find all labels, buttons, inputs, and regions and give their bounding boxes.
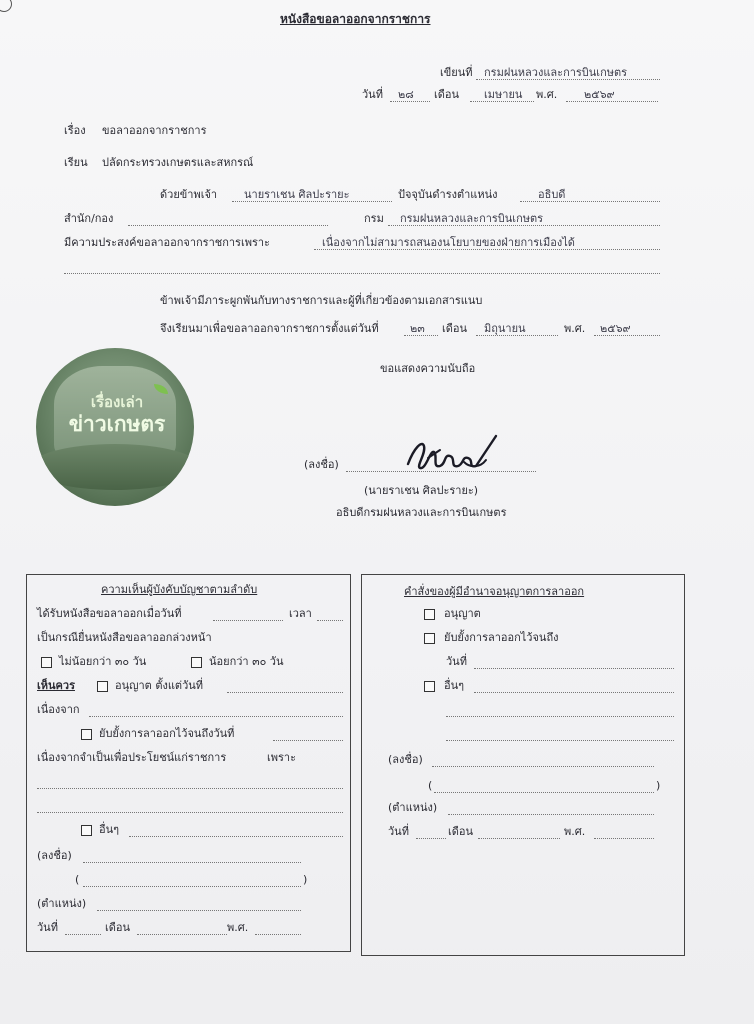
approve-label: อนุญาต ตั้งแต่วันที่ xyxy=(115,679,204,692)
others-label: อื่นๆ xyxy=(99,823,120,836)
left-position-line xyxy=(97,910,301,911)
right-month-line xyxy=(478,838,560,839)
para3-year-label: พ.ศ. xyxy=(564,322,586,335)
left-position-label: (ตำแหน่ง) xyxy=(37,897,87,910)
right-sign-line xyxy=(432,766,654,767)
sign-label: (ลงชื่อ) xyxy=(304,458,339,471)
logo-line-1: เรื่องเล่า xyxy=(90,393,144,411)
right-others-line-1 xyxy=(474,692,674,693)
date-month: เมษายน xyxy=(484,88,523,101)
right-position-label: (ตำแหน่ง) xyxy=(388,801,438,814)
subject: ขอลาออกจากราชการ xyxy=(102,124,207,137)
supervisor-opinion-box xyxy=(26,574,351,952)
right-others-line-3 xyxy=(446,740,674,741)
approve-checkbox[interactable] xyxy=(97,681,108,692)
date-year: ๒๕๖๙ xyxy=(584,88,615,101)
para3-year: ๒๕๖๙ xyxy=(600,322,631,335)
written-at-value: กรมฝนหลวงและการบินเกษตร xyxy=(484,66,628,79)
handwritten-signature xyxy=(400,428,504,476)
less-30-checkbox[interactable] xyxy=(191,657,202,668)
others-line xyxy=(129,836,343,837)
right-others-label: อื่นๆ xyxy=(444,679,465,692)
applicant-name: นายราเชน ศิลปะรายะ xyxy=(244,188,350,201)
line1-mid: ปัจจุบันดำรงตำแหน่ง xyxy=(398,188,498,201)
punch-hole-icon xyxy=(0,0,12,12)
year-label: พ.ศ. xyxy=(536,88,558,101)
left-month-line xyxy=(137,934,227,935)
left-date-label: วันที่ xyxy=(37,921,58,934)
necessity-line-2 xyxy=(37,812,343,813)
right-name-line xyxy=(434,792,654,793)
signer-title: อธิบดีกรมฝนหลวงและการบินเกษตร xyxy=(336,506,507,519)
right-postpone-date-line xyxy=(474,668,674,669)
month-label: เดือน xyxy=(434,88,460,101)
left-day-line xyxy=(65,934,101,935)
right-approve-checkbox[interactable] xyxy=(424,609,435,620)
not-less-30-label: ไม่น้อยกว่า ๓๐ วัน xyxy=(59,655,147,668)
right-date-label: วันที่ xyxy=(388,825,409,838)
right-paren-open: ( xyxy=(428,779,433,792)
authority-order-box xyxy=(361,574,685,956)
left-paren-close: ) xyxy=(303,873,308,886)
right-position-line xyxy=(448,814,654,815)
approve-date-line xyxy=(227,692,343,693)
necessity-line-1 xyxy=(37,788,343,789)
para3-prefix: จึงเรียนมาเพื่อขอลาออกจากราชการตั้งแต่วันที่ xyxy=(160,322,379,335)
left-box-title: ความเห็นผู้บังคับบัญชาตามลำดับ xyxy=(101,583,258,596)
right-day-line xyxy=(416,838,446,839)
to-label: เรียน xyxy=(64,156,88,169)
right-paren-close: ) xyxy=(656,779,661,792)
right-others-line-2 xyxy=(446,716,674,717)
right-year-line xyxy=(594,838,654,839)
right-postpone-label: ยับยั้งการลาออกไว้จนถึง xyxy=(444,631,559,644)
to-recipient: ปลัดกระทรวงเกษตรและสหกรณ์ xyxy=(102,156,254,169)
left-sign-label: (ลงชื่อ) xyxy=(37,849,72,862)
received-line xyxy=(213,620,283,621)
written-at-label: เขียนที่ xyxy=(440,66,473,79)
others-checkbox[interactable] xyxy=(81,825,92,836)
right-sign-label: (ลงชื่อ) xyxy=(388,753,423,766)
left-paren-open: ( xyxy=(75,873,80,886)
right-postpone-checkbox[interactable] xyxy=(424,633,435,644)
necessity-label: เนื่องจากจำเป็นเพื่อประโยชน์แก่ราชการ xyxy=(37,751,227,764)
opinion-label: เห็นควร xyxy=(37,679,75,692)
received-label: ได้รับหนังสือขอลาออกเมื่อวันที่ xyxy=(37,607,182,620)
left-year-line xyxy=(255,934,301,935)
left-year-label: พ.ศ. xyxy=(227,921,249,934)
para3-month: มิถุนายน xyxy=(484,322,526,335)
right-others-checkbox[interactable] xyxy=(424,681,435,692)
news-logo-image xyxy=(36,348,194,506)
date-label: วันที่ xyxy=(362,88,383,101)
left-month-label: เดือน xyxy=(105,921,131,934)
time-line xyxy=(317,620,343,621)
right-approve-label: อนุญาต xyxy=(444,607,481,620)
reason-prefix: มีความประสงค์ขอลาออกจากราชการเพราะ xyxy=(64,236,270,249)
less-30-label: น้อยกว่า ๓๐ วัน xyxy=(209,655,284,668)
because-line xyxy=(89,716,343,717)
subject-label: เรื่อง xyxy=(64,124,86,137)
para3-month-label: เดือน xyxy=(442,322,468,335)
signer-name: (นายราเชน ศิลปะรายะ) xyxy=(364,484,479,497)
postpone-label: ยับยั้งการลาออกไว้จนถึงวันที่ xyxy=(99,727,235,740)
because-label: เนื่องจาก xyxy=(37,703,80,716)
line1-prefix: ด้วยข้าพเจ้า xyxy=(160,188,218,201)
office-line xyxy=(128,225,328,226)
time-label: เวลา xyxy=(289,607,312,620)
office-label: สำนัก/กอง xyxy=(64,212,114,225)
date-day: ๒๘ xyxy=(398,88,414,101)
left-name-line xyxy=(83,886,301,887)
dept-value: กรมฝนหลวงและการบินเกษตร xyxy=(400,212,544,225)
dept-label: กรม xyxy=(364,212,384,225)
right-postpone-date-label: วันที่ xyxy=(446,655,467,668)
postpone-checkbox[interactable] xyxy=(81,729,92,740)
document-title: หนังสือขอลาออกจากราชการ xyxy=(280,12,431,26)
applicant-position: อธิบดี xyxy=(538,188,566,201)
closing: ขอแสดงความนับถือ xyxy=(380,362,476,375)
logo-line-2: ข่าวเกษตร xyxy=(68,412,166,436)
because2-label: เพราะ xyxy=(267,751,297,764)
right-box-title: คำสั่งของผู้มีอำนาจอนุญาตการลาออก xyxy=(404,585,585,598)
reason-line-2 xyxy=(64,273,660,274)
reason-value: เนื่องจากไม่สามารถสนองนโยบายของฝ่ายการเมืองได้ xyxy=(322,236,575,249)
right-month-label: เดือน xyxy=(448,825,474,838)
right-year-label: พ.ศ. xyxy=(564,825,586,838)
attachment-note: ข้าพเจ้ามีภาระผูกพันกับทางราชการและผู้ที่เกี่ยวข้องตามเอกสารแนบ xyxy=(160,294,483,307)
not-less-30-checkbox[interactable] xyxy=(41,657,52,668)
advance-label: เป็นกรณียื่นหนังสือขอลาออกล่วงหน้า xyxy=(37,631,212,644)
postpone-date-line xyxy=(273,740,343,741)
left-sign-line xyxy=(83,862,301,863)
para3-day: ๒๓ xyxy=(410,322,425,335)
